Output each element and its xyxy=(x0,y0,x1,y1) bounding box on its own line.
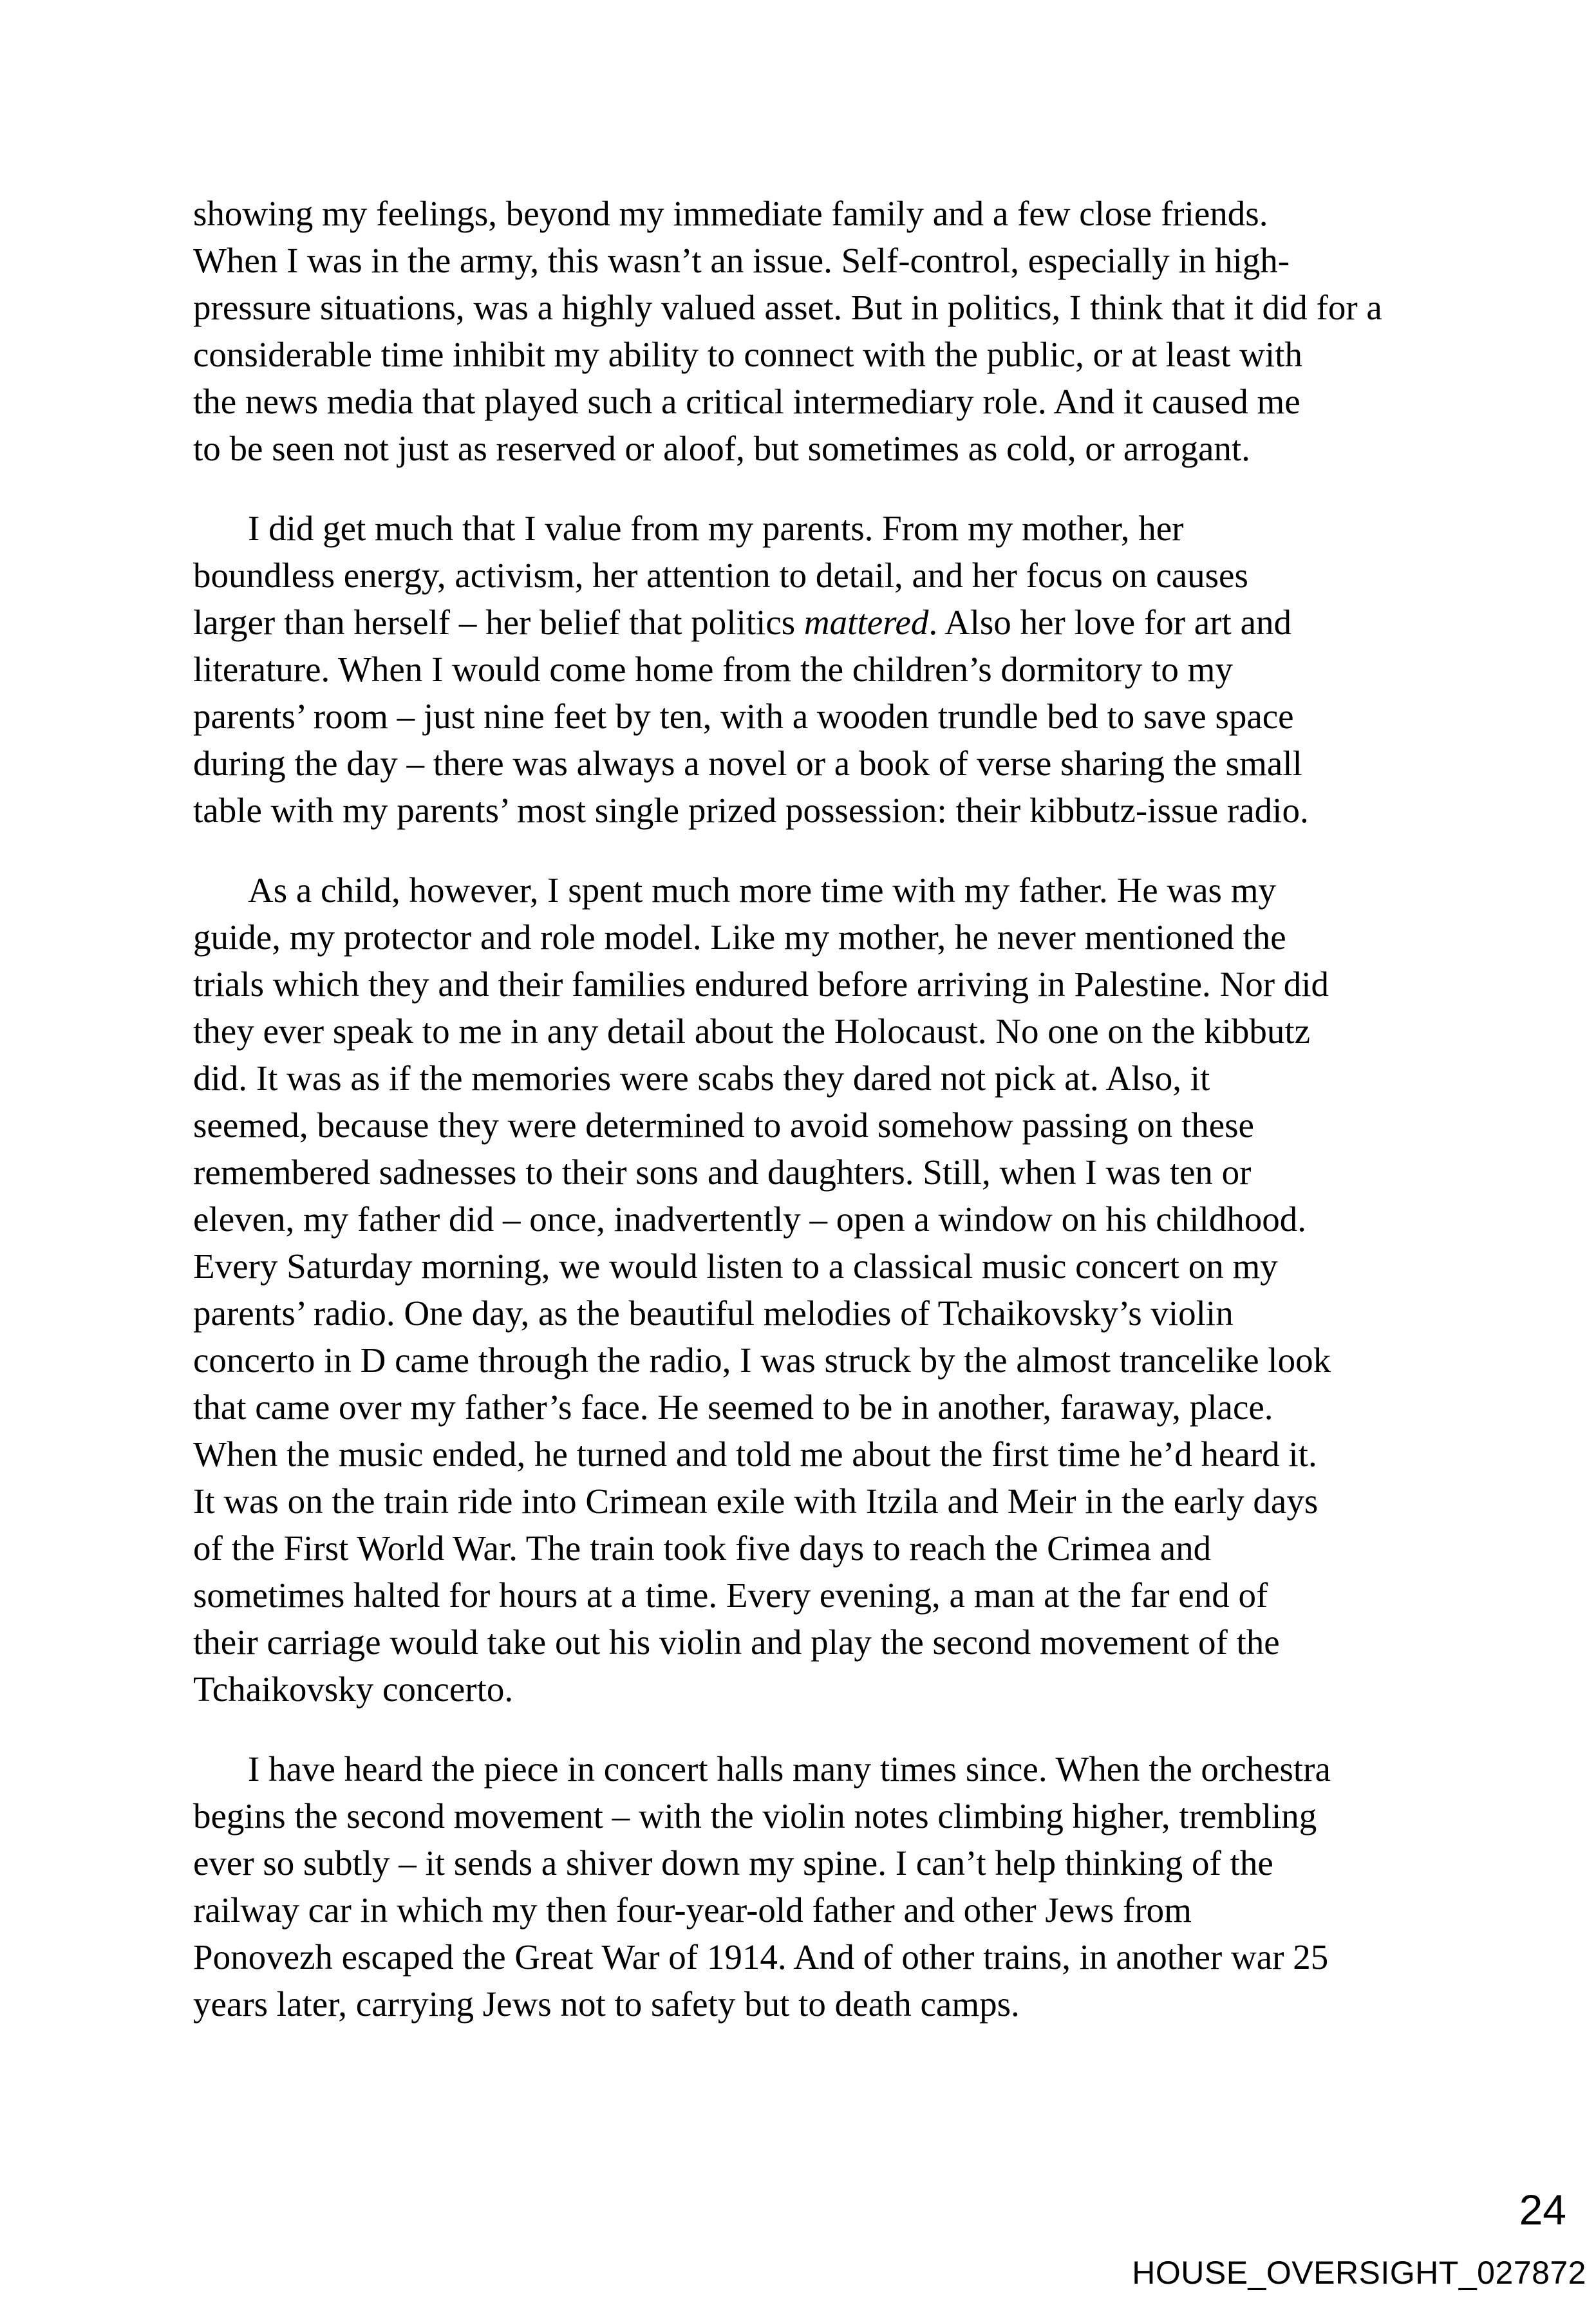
text-line: the news media that played such a critical intermediary role. And it caused me xyxy=(193,382,1300,421)
text-line: boundless energy, activism, her attention to detail, and her focus on causes xyxy=(193,556,1248,595)
text-line: pressure situations, was a highly valued asset. But in politics, I think that it did for a xyxy=(193,288,1382,327)
text-line: I have heard the piece in concert halls many times since. When the orchestra xyxy=(248,1749,1331,1789)
text-line: Tchaikovsky concerto. xyxy=(193,1669,514,1709)
text-line: parents’ radio. One day, as the beautiful melodies of Tchaikovsky’s violin xyxy=(193,1293,1234,1333)
text-line: they ever speak to me in any detail about the Holocaust. No one on the kibbutz xyxy=(193,1011,1311,1051)
paragraph xyxy=(193,1745,1436,2027)
page-number: 24 xyxy=(1519,2186,1566,2233)
text-line: during the day – there was always a novel or a book of verse sharing the small xyxy=(193,744,1302,783)
text-line: remembered sadnesses to their sons and daughters. Still, when I was ten or xyxy=(193,1152,1252,1192)
paragraph xyxy=(193,190,1436,472)
text-line: concerto in D came through the radio, I was struck by the almost trancelike look xyxy=(193,1340,1331,1380)
text-line: It was on the train ride into Crimean exile with Itzila and Meir in the early days xyxy=(193,1481,1319,1521)
text-line: larger than herself – her belief that politics mattered. Also her love for art and xyxy=(193,603,1291,642)
body-text xyxy=(193,190,1436,2027)
text-line: seemed, because they were determined to avoid somehow passing on these xyxy=(193,1105,1254,1145)
text-line: ever so subtly – it sends a shiver down my spine. I can’t help thinking of the xyxy=(193,1843,1273,1883)
text-line: of the First World War. The train took five days to reach the Crimea and xyxy=(193,1528,1212,1568)
text-line: eleven, my father did – once, inadvertently – open a window on his childhood. xyxy=(193,1199,1307,1239)
text-line: begins the second movement – with the violin notes climbing higher, trembling xyxy=(193,1796,1317,1836)
text-line: trials which they and their families endured before arriving in Palestine. Nor did xyxy=(193,964,1329,1004)
text-line: I did get much that I value from my parents. From my mother, her xyxy=(248,509,1184,548)
paragraph xyxy=(193,867,1436,1713)
text-line: literature. When I would come home from the children’s dormitory to my xyxy=(193,650,1233,689)
bates-stamp: HOUSE_OVERSIGHT_027872 xyxy=(1132,2255,1586,2291)
text-line: considerable time inhibit my ability to connect with the public, or at least with xyxy=(193,335,1302,374)
text-line: When the music ended, he turned and told me about the first time he’d heard it. xyxy=(193,1434,1317,1474)
text-line: When I was in the army, this wasn’t an issue. Self-control, especially in high- xyxy=(193,241,1290,280)
text-line: years later, carrying Jews not to safety but to death camps. xyxy=(193,1984,1020,2024)
text-line: their carriage would take out his violin and play the second movement of the xyxy=(193,1622,1280,1662)
text-line: Ponovezh escaped the Great War of 1914. And of other trains, in another war 25 xyxy=(193,1937,1329,1977)
text-line: parents’ room – just nine feet by ten, with a wooden trundle bed to save space xyxy=(193,697,1294,736)
text-line: did. It was as if the memories were scabs they dared not pick at. Also, it xyxy=(193,1058,1210,1098)
emphasized-text: mattered xyxy=(803,603,929,642)
text-line: guide, my protector and role model. Like my mother, he never mentioned the xyxy=(193,917,1286,957)
text-line: that came over my father’s face. He seemed to be in another, faraway, place. xyxy=(193,1387,1273,1427)
text-line: showing my feelings, beyond my immediate family and a few close friends. xyxy=(193,194,1268,233)
text-line: railway car in which my then four-year-old father and other Jews from xyxy=(193,1890,1192,1930)
text-line: to be seen not just as reserved or aloof, but sometimes as cold, or arrogant. xyxy=(193,429,1250,468)
text-line: table with my parents’ most single prized possession: their kibbutz-issue radio. xyxy=(193,791,1309,830)
paragraph xyxy=(193,505,1436,834)
text-line: As a child, however, I spent much more time with my father. He was my xyxy=(248,870,1276,910)
text-line: sometimes halted for hours at a time. Every evening, a man at the far end of xyxy=(193,1575,1268,1615)
text-line: Every Saturday morning, we would listen to a classical music concert on my xyxy=(193,1246,1278,1286)
